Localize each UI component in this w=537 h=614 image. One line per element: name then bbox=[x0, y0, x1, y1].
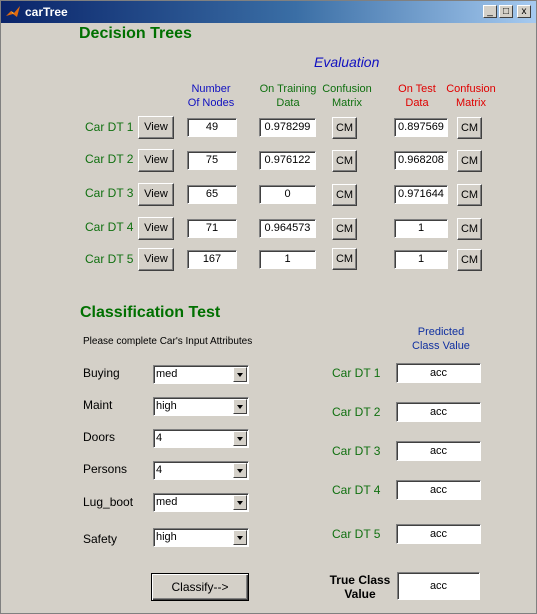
evaluation-heading: Evaluation bbox=[314, 54, 380, 70]
true-class-label-line2: Value bbox=[344, 587, 376, 601]
tree-label: Car DT 3 bbox=[85, 186, 134, 200]
persons-select[interactable] bbox=[153, 461, 249, 480]
attr-label-lug-boot: Lug_boot bbox=[83, 495, 134, 509]
dropdown-arrow-icon[interactable] bbox=[233, 530, 247, 545]
nodes-header bbox=[179, 82, 243, 110]
cm-train-button[interactable]: CM bbox=[332, 248, 357, 270]
view-button[interactable]: View bbox=[138, 116, 174, 139]
confusion-train-header-line2: Matrix bbox=[332, 97, 362, 109]
predicted-header-line2: Class Value bbox=[412, 340, 470, 352]
confusion-test-header-line1: Confusion bbox=[446, 83, 496, 95]
safety-value: high bbox=[156, 531, 177, 543]
cm-test-button[interactable]: CM bbox=[457, 218, 482, 240]
tree-label: Car DT 5 bbox=[85, 252, 134, 266]
prediction-field-2[interactable]: acc bbox=[396, 402, 481, 422]
tree-label: Car DT 4 bbox=[85, 220, 134, 234]
nodes-field[interactable]: 49 bbox=[187, 118, 237, 137]
tree-row-1 bbox=[1, 116, 536, 140]
predicted-header-line1: Predicted bbox=[417, 326, 465, 338]
dropdown-arrow-icon[interactable] bbox=[233, 367, 247, 382]
view-button[interactable]: View bbox=[138, 248, 174, 271]
doors-value: 4 bbox=[156, 432, 163, 444]
test-header-line2: Data bbox=[405, 97, 429, 109]
prediction-label-5: Car DT 5 bbox=[332, 527, 381, 541]
lug-boot-select[interactable] bbox=[153, 493, 249, 512]
training-accuracy-field[interactable]: 0.976122 bbox=[259, 151, 316, 170]
view-button[interactable]: View bbox=[138, 149, 174, 172]
prediction-label-2: Car DT 2 bbox=[332, 405, 381, 419]
confusion-test-header bbox=[444, 82, 498, 110]
training-accuracy-field[interactable]: 1 bbox=[259, 250, 316, 269]
cm-test-button[interactable]: CM bbox=[457, 117, 482, 139]
prediction-label-3: Car DT 3 bbox=[332, 444, 381, 458]
true-class-label-line1: True Class bbox=[329, 573, 391, 587]
view-button[interactable]: View bbox=[138, 183, 174, 206]
prediction-label-1: Car DT 1 bbox=[332, 366, 381, 380]
true-class-field[interactable]: acc bbox=[397, 572, 480, 600]
prediction-field-5[interactable]: acc bbox=[396, 524, 481, 544]
title-bar bbox=[1, 1, 536, 23]
dropdown-arrow-icon[interactable] bbox=[233, 463, 247, 478]
cm-train-button[interactable]: CM bbox=[332, 218, 357, 240]
buying-value: med bbox=[156, 368, 178, 380]
nodes-header-line1: Number bbox=[191, 83, 231, 95]
cm-test-button[interactable]: CM bbox=[457, 150, 482, 172]
tree-label: Car DT 1 bbox=[85, 120, 134, 134]
close-button[interactable]: x bbox=[517, 5, 531, 18]
tree-row-5 bbox=[1, 248, 536, 272]
view-button[interactable]: View bbox=[138, 217, 174, 240]
training-accuracy-field[interactable]: 0 bbox=[259, 185, 316, 204]
prediction-field-1[interactable]: acc bbox=[396, 363, 481, 383]
cm-test-button[interactable]: CM bbox=[457, 249, 482, 271]
prediction-field-4[interactable]: acc bbox=[396, 480, 481, 500]
safety-select[interactable] bbox=[153, 528, 249, 547]
nodes-field[interactable]: 65 bbox=[187, 185, 237, 204]
tree-label: Car DT 2 bbox=[85, 152, 134, 166]
attr-label-safety: Safety bbox=[83, 532, 118, 546]
tree-row-4 bbox=[1, 217, 536, 241]
doors-select[interactable] bbox=[153, 429, 249, 448]
confusion-train-header-line1: Confusion bbox=[322, 83, 372, 95]
dropdown-arrow-icon[interactable] bbox=[233, 399, 247, 414]
training-accuracy-field[interactable]: 0.964573 bbox=[259, 219, 316, 238]
dropdown-arrow-icon[interactable] bbox=[233, 431, 247, 446]
prediction-label-4: Car DT 4 bbox=[332, 483, 381, 497]
tree-row-2 bbox=[1, 149, 536, 173]
training-header bbox=[255, 82, 321, 110]
training-accuracy-field[interactable]: 0.978299 bbox=[259, 118, 316, 137]
persons-value: 4 bbox=[156, 464, 163, 476]
predicted-header bbox=[401, 325, 481, 353]
attr-label-buying: Buying bbox=[83, 366, 120, 380]
minimize-button[interactable]: _ bbox=[483, 5, 497, 18]
nodes-header-line2: Of Nodes bbox=[187, 97, 235, 109]
prediction-field-3[interactable]: acc bbox=[396, 441, 481, 461]
maximize-button[interactable]: □ bbox=[499, 5, 513, 18]
instructions-text: Please complete Car's Input Attributes bbox=[83, 336, 253, 347]
classification-test-title: Classification Test bbox=[80, 304, 221, 321]
maint-select[interactable] bbox=[153, 397, 249, 416]
test-accuracy-field[interactable]: 0.897569 bbox=[394, 118, 448, 137]
cm-train-button[interactable]: CM bbox=[332, 150, 357, 172]
decision-trees-title: Decision Trees bbox=[79, 25, 192, 42]
dropdown-arrow-icon[interactable] bbox=[233, 495, 247, 510]
attr-label-doors: Doors bbox=[83, 430, 116, 444]
cm-train-button[interactable]: CM bbox=[332, 117, 357, 139]
confusion-test-header-line2: Matrix bbox=[456, 97, 486, 109]
test-accuracy-field[interactable]: 0.968208 bbox=[394, 151, 448, 170]
test-accuracy-field[interactable]: 0.971644 bbox=[394, 185, 448, 204]
nodes-field[interactable]: 71 bbox=[187, 219, 237, 238]
training-header-line2: Data bbox=[276, 97, 300, 109]
test-header bbox=[391, 82, 443, 110]
test-header-line1: On Test bbox=[398, 83, 436, 95]
test-accuracy-field[interactable]: 1 bbox=[394, 250, 448, 269]
confusion-train-header bbox=[319, 82, 375, 110]
attr-label-persons: Persons bbox=[83, 462, 128, 476]
nodes-field[interactable]: 167 bbox=[187, 250, 237, 269]
matlab-icon bbox=[5, 4, 21, 20]
attr-label-maint: Maint bbox=[83, 398, 113, 412]
test-accuracy-field[interactable]: 1 bbox=[394, 219, 448, 238]
nodes-field[interactable]: 75 bbox=[187, 151, 237, 170]
maint-value: high bbox=[156, 400, 177, 412]
tree-row-3 bbox=[1, 183, 536, 207]
window-title: carTree bbox=[25, 5, 68, 19]
training-header-line1: On Training bbox=[259, 83, 317, 95]
lug-boot-value: med bbox=[156, 496, 178, 508]
buying-select[interactable] bbox=[153, 365, 249, 384]
cm-test-button[interactable]: CM bbox=[457, 184, 482, 206]
classify-button[interactable]: Classify--> bbox=[151, 573, 249, 601]
cm-train-button[interactable]: CM bbox=[332, 184, 357, 206]
true-class-label bbox=[323, 573, 397, 601]
